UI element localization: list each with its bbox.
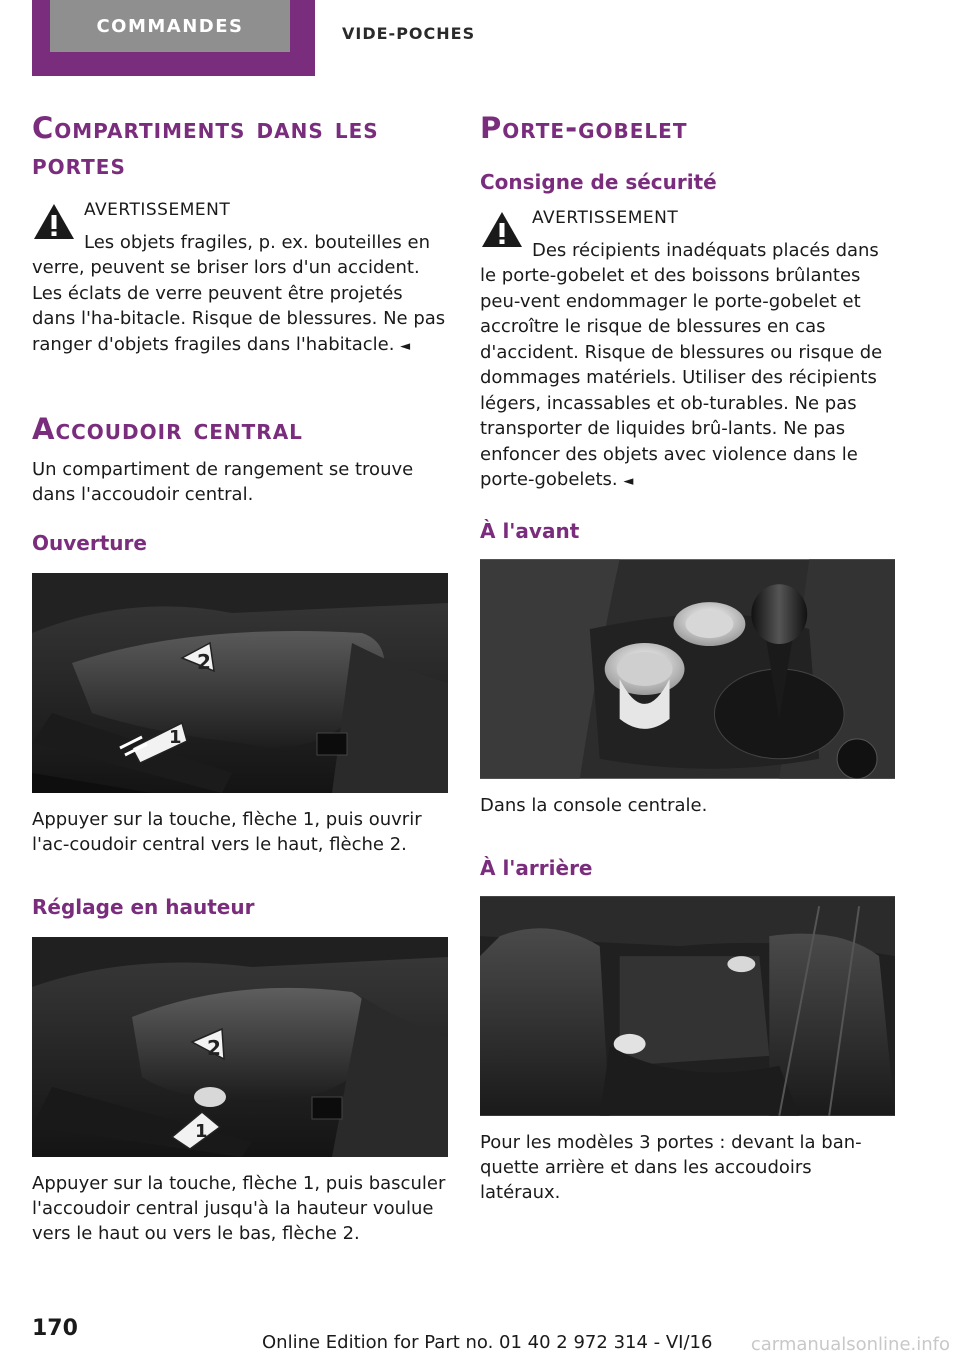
- caption-arriere: Pour les modèles 3 portes : devant la ban-quette arrière et dans les accoudoirs latéraux.: [480, 1131, 862, 1203]
- warning-body: Les objets fragiles, p. ex. bouteilles en verre, peuvent se briser lors d'un accident. Les éclats de verre peuvent être projetés dans l'ha-bitacle. Risque de blessures. Ne pas ranger d'objets fragiles dans l'habitacle. ◄: [32, 231, 446, 355]
- section-intro: Un compartiment de rangement se trouve dans l'accoudoir central.: [32, 459, 414, 505]
- tab-commandes[interactable]: COMMANDES: [50, 0, 290, 52]
- right-column: [480, 110, 896, 1205]
- arrow-label-1-height: 1: [195, 1121, 208, 1142]
- end-mark-icon: ◄: [623, 474, 634, 489]
- subheading-ouverture: Ouverture: [32, 531, 147, 555]
- edition-note: Online Edition for Part no. 01 40 2 972 314 - VI/16: [262, 1332, 713, 1353]
- warning-title: AVERTISSEMENT: [84, 200, 231, 220]
- warning-block-cupholder: [480, 206, 896, 495]
- arrow-label-2-height: 2: [207, 1036, 221, 1060]
- warning-triangle-icon: [32, 202, 76, 242]
- subheading-arriere: À l'arrière: [480, 855, 593, 880]
- section-title-porte-gobelet: Porte-gobelet: [480, 111, 688, 145]
- caption-ouverture: Appuyer sur la touche, flèche 1, puis ouvrir l'ac-coudoir central vers le haut, flèche 2.: [32, 809, 422, 855]
- armrest-opening-photo: [32, 573, 448, 793]
- arrow-label-2: 2: [197, 650, 211, 674]
- end-mark-icon: ◄: [400, 338, 411, 354]
- warning-triangle-icon: [480, 210, 524, 250]
- left-column: [32, 110, 448, 1246]
- subheading-reglage: Réglage en hauteur: [32, 895, 255, 919]
- caption-reglage: Appuyer sur la touche, flèche 1, puis basculer l'accoudoir central jusqu'à la hauteur voulue vers le haut ou vers le bas, flèche 2.: [32, 1173, 446, 1244]
- section-title-compartiments: Compartiments dans les portes: [32, 111, 379, 181]
- warning-block-doors: [32, 198, 448, 359]
- armrest-height-photo: [32, 937, 448, 1157]
- subheading-consigne: Consigne de sécurité: [480, 170, 717, 194]
- tab-vide-poches[interactable]: VIDE-POCHES: [342, 24, 476, 43]
- rear-cupholder-photo: [480, 896, 895, 1116]
- page-number: 170: [32, 1316, 78, 1341]
- arrow-label-1: 1: [169, 727, 182, 748]
- front-cupholder-photo: [480, 559, 895, 779]
- warning-title: AVERTISSEMENT: [532, 208, 679, 228]
- warning-body: Des récipients inadéquats placés dans le porte-gobelet et des boissons brûlantes peu-vent endommager le porte-gobelet et accroître le risque de blessures en cas d'accident. Risque de blessures ou risque de dommages matériels. Utiliser des récipients légers, incassables et ob-turables. Ne pas transporter de liquides brû-lants. Ne pas enfoncer des objets avec violence dans le porte-gobelets. ◄: [480, 239, 883, 490]
- subheading-avant: À l'avant: [480, 518, 580, 543]
- section-title-accoudoir: Accoudoir central: [32, 412, 303, 446]
- watermark: carmanualsonline.info: [750, 1334, 950, 1355]
- caption-avant: Dans la console centrale.: [480, 794, 708, 816]
